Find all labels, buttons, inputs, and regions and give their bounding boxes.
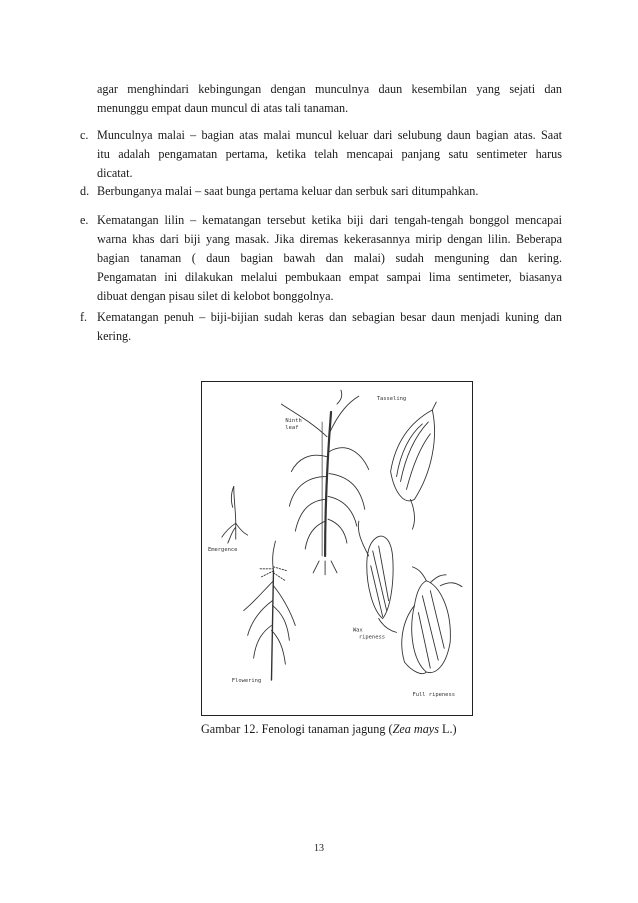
paragraph-body: [97, 80, 562, 118]
caption-suffix: L.): [438, 722, 457, 736]
label-full-ripeness: Full ripeness: [412, 691, 456, 698]
text-line: Kematangan penuh – biji-bijian sudah keras dan sebagian besar daun menjadi kuning dan: [97, 310, 562, 324]
text-line: dibuat dengan pisau silet di kelobot bonggolnya.: [97, 289, 334, 303]
label-wax-ripeness: Wax: [352, 627, 363, 634]
caption-species: Zea mays: [392, 722, 439, 736]
text-line: dicatat.: [97, 166, 133, 180]
text-line: Berbunganya malai – saat bunga pertama keluar dan serbuk sari ditumpahkan.: [97, 184, 479, 198]
text-line: menunggu empat daun muncul di atas tali tanaman.: [97, 101, 349, 115]
label-ninth-leaf: leaf: [285, 424, 299, 431]
list-marker: d.: [80, 184, 90, 198]
label-ninth-leaf: Ninth: [285, 417, 302, 424]
wax-ripeness-ear-drawing: [358, 521, 396, 632]
full-ripeness-ear-drawing: [402, 567, 462, 674]
list-item-d: [80, 182, 562, 201]
paragraph-body: [97, 211, 562, 306]
flowering-plant-drawing: [244, 541, 296, 680]
maize-phenology-figure: [201, 381, 473, 716]
figure-caption: [201, 722, 491, 737]
list-item-c: [80, 126, 562, 183]
paragraph-body: [97, 182, 562, 201]
paragraph-body: [97, 126, 562, 183]
text-line: Pengamatan ini dilakukan melalui pembukaan empat sampai lima sentimeter, biasanya: [97, 270, 562, 284]
text-line: warna khas dari biji yang masak. Jika diremas kekerasannya mirip dengan lilin. Beberapa: [97, 232, 562, 246]
paragraph-continuation: [80, 80, 562, 118]
text-line: itu adalah pengamatan pertama, ketika telah mencapai panjang satu sentimeter harus: [97, 147, 562, 161]
text-line: agar menghindari kebingungan dengan munculnya daun kesembilan yang sejati dan: [97, 82, 562, 96]
label-flowering: Flowering: [231, 678, 262, 685]
page-number: 13: [314, 843, 324, 854]
list-marker: f.: [80, 310, 88, 324]
tasseling-ear-drawing: [391, 402, 437, 529]
list-marker: e.: [80, 213, 89, 227]
label-emergence: Emergence: [207, 546, 238, 553]
caption-prefix: Gambar 12. Fenologi tanaman jagung (: [201, 722, 393, 736]
label-wax-ripeness: ripeness: [358, 634, 386, 641]
label-tasseling: Tasseling: [376, 396, 407, 403]
list-marker: c.: [80, 128, 89, 142]
paragraph-body: [97, 308, 562, 346]
text-line: kering.: [97, 329, 132, 343]
text-line: Kematangan lilin – kematangan tersebut ketika biji dari tengah-tengah bonggol mencapai: [97, 213, 562, 227]
text-line: Munculnya malai – bagian atas malai muncul keluar dari selubung daun bagian atas. Saat: [97, 128, 562, 142]
list-item-f: [80, 308, 562, 346]
emergence-seedling-drawing: [222, 486, 248, 543]
maize-illustration: [202, 382, 472, 715]
list-item-e: [80, 211, 562, 306]
text-line: bagian tanaman ( daun bagian bawah dan malai) sudah menguning dan kering.: [97, 251, 562, 265]
